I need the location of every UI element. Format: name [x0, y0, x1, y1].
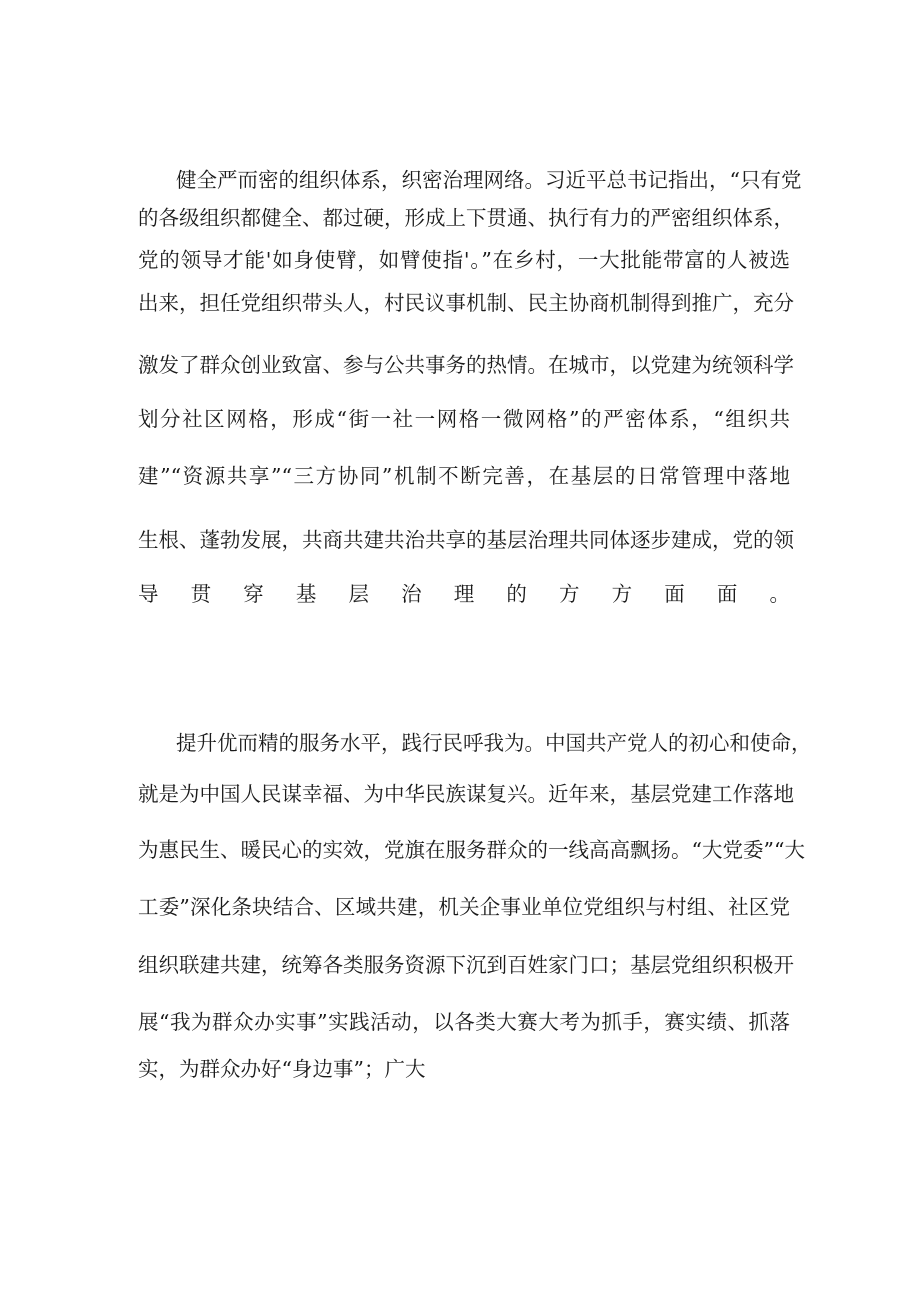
text-line: 就是为中国人民谋幸福、为中华民族谋复兴。近年来，基层党建工作落地 [138, 782, 794, 806]
text-line: 党的领导才能'如身使臂，如臂使指'。”在乡村，一大批能带富的人被选 [138, 248, 790, 272]
text-line: 激发了群众创业致富、参与公共事务的热情。在城市，以党建为统领科学 [138, 353, 794, 377]
text-line: 导贯穿基层治理的方方面面。 [138, 582, 790, 606]
text-line [138, 634, 790, 662]
text-line: 出来，担任党组织带头人，村民议事机制、民主协商机制得到推广，充分 [138, 291, 794, 315]
text-line: 建”“资源共享”“三方协同”机制不断完善，在基层的日常管理中落地 [138, 464, 790, 488]
text-line: 展“我为群众办实事”实践活动，以各类大赛大考为抓手，赛实绩、抓落 [138, 1010, 790, 1034]
text-line: 实，为群众办好“身边事”；广大 [138, 1057, 426, 1081]
text-line: 提升优而精的服务水平，践行民呼我为。中国共产党人的初心和使命， [176, 731, 812, 755]
text-line: 划分社区网格，形成“街一社一网格一微网格”的严密体系，“组织共 [138, 407, 790, 431]
text-line: 生根、蓬勃发展，共商共建共治共享的基层治理共同体逐步建成，党的领 [138, 528, 794, 552]
text-line: 组织联建共建，统筹各类服务资源下沉到百姓家门口；基层党组织积极开 [138, 953, 794, 977]
text-line: 为惠民生、暖民心的实效，党旗在服务群众的一线高高飘扬。“大党委”“大 [138, 838, 805, 862]
text-line: 的各级组织都健全、都过硬，形成上下贯通、执行有力的严密组织体系， [138, 206, 794, 230]
text-line: 工委”深化条块结合、区域共建，机关企事业单位党组织与村组、社区党 [138, 895, 790, 919]
text-line: 健全严而密的组织体系，织密治理网络。习近平总书记指出，“只有党 [176, 168, 802, 192]
